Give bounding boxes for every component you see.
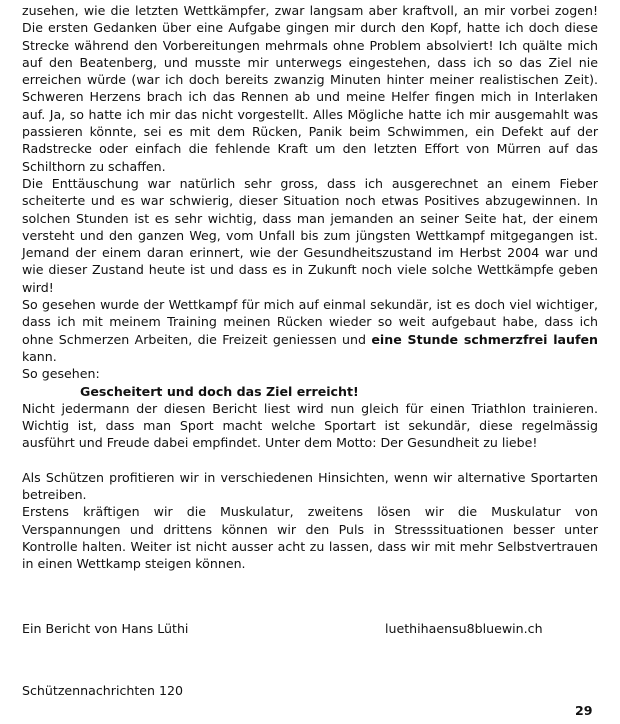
author-email: luethihaensu8bluewin.ch bbox=[385, 621, 543, 636]
page-number: 29 bbox=[575, 703, 593, 718]
paragraph-secondary-start: So gesehen wurde der Wettkampf für mich auf einmal sekundär, ist es doch viel wichtiger, dass ich mit meinem Training meinen Rücken wieder so weit aufgebaut habe, dass ich ohne Schmerzen Arbeiten, die Freizeit geniessen und bbox=[22, 297, 598, 347]
paragraph-secondary bbox=[22, 296, 598, 365]
author-signature: Ein Bericht von Hans Lüthi bbox=[22, 621, 189, 636]
paragraph-race-abandon: zusehen, wie die letzten Wettkämpfer, zwar langsam aber kraftvoll, an mir vorbei zogen! Die ersten Gedanken über eine Aufgabe gingen mir durch den Kopf, hatte ich doch diese Strecke während den Vorbereitungen mehrmals ohne Problem absolviert! Ich quälte mich auf den Beatenberg, und musste mir unterwegs eingestehen, dass ich so das Ziel nie erreichen würde (war ich doch bereits zwanzig Minuten hinter meiner realistischen Zeit). Schweren Herzens brach ich das Rennen ab und meine Helfer fingen mich in Interlaken auf. Ja, so hatte ich mir das nicht vorgestellt. Alles Mögliche hatte ich mir ausgemahlt was passieren könnte, sei es mit dem Rücken, Panik beim Schwimmen, ein Defekt auf der Radstrecke oder einfach die fehlende Kraft um den letzten Effort von Mürren auf das Schilthorn zu schaffen. bbox=[22, 3, 598, 174]
paragraph-motto: Nicht jedermann der diesen Bericht liest wird nun gleich für einen Triathlon trainieren. Wichtig ist, dass man Sport macht welche Sportart ist sekundär, diese regelmässig ausführt und Freude dabei empfindet. Unter dem Motto: Der Gesundheit zu liebe! bbox=[22, 400, 598, 451]
journal-name: Schützennachrichten 120 bbox=[22, 683, 184, 698]
paragraph-benefits: Erstens kräftigen wir die Muskulatur, zweitens lösen wir die Muskulatur von Verspannungen und drittens können wir den Puls in Stresssituationen besser unter Kontrolle halten. Weiter ist nicht ausser acht zu lassen, dass wir mit mehr Selbstvertrauen in einen Wettkamp steigen können. bbox=[22, 504, 598, 572]
paragraph-secondary-end: kann. bbox=[22, 348, 57, 364]
article-body bbox=[22, 2, 598, 573]
paragraph-secondary-bold: eine Stunde schmerzfrei laufen bbox=[371, 331, 599, 347]
paragraph-so-gesehen: So gesehen: bbox=[22, 366, 100, 382]
article-headline: Gescheitert und doch das Ziel erreicht! bbox=[80, 383, 359, 399]
paragraph-schuetzen: Als Schützen profitieren wir in verschiedenen Hinsichten, wenn wir alternative Sportarten betreiben. bbox=[22, 469, 598, 503]
paragraph-gap bbox=[22, 452, 598, 469]
paragraph-disappointment: Die Enttäuschung war natürlich sehr gross, dass ich ausgerechnet an einem Fieber scheiterte und es war schwierig, dieser Situation noch etwas Positives abzugewinnen. In solchen Stunden ist es sehr wichtig, dass man jemanden an seiner Seite hat, der einem versteht und den ganzen Weg, vom Unfall bis zum jüngsten Wettkampf mitgegangen ist. Jemand der einem daran erinnert, wie der Gesundheitszustand im Herbst 2004 war und wie dieser Zustand heute ist und dass es in Zukunft noch viele solche Wettkämpfe geben wird! bbox=[22, 175, 598, 295]
